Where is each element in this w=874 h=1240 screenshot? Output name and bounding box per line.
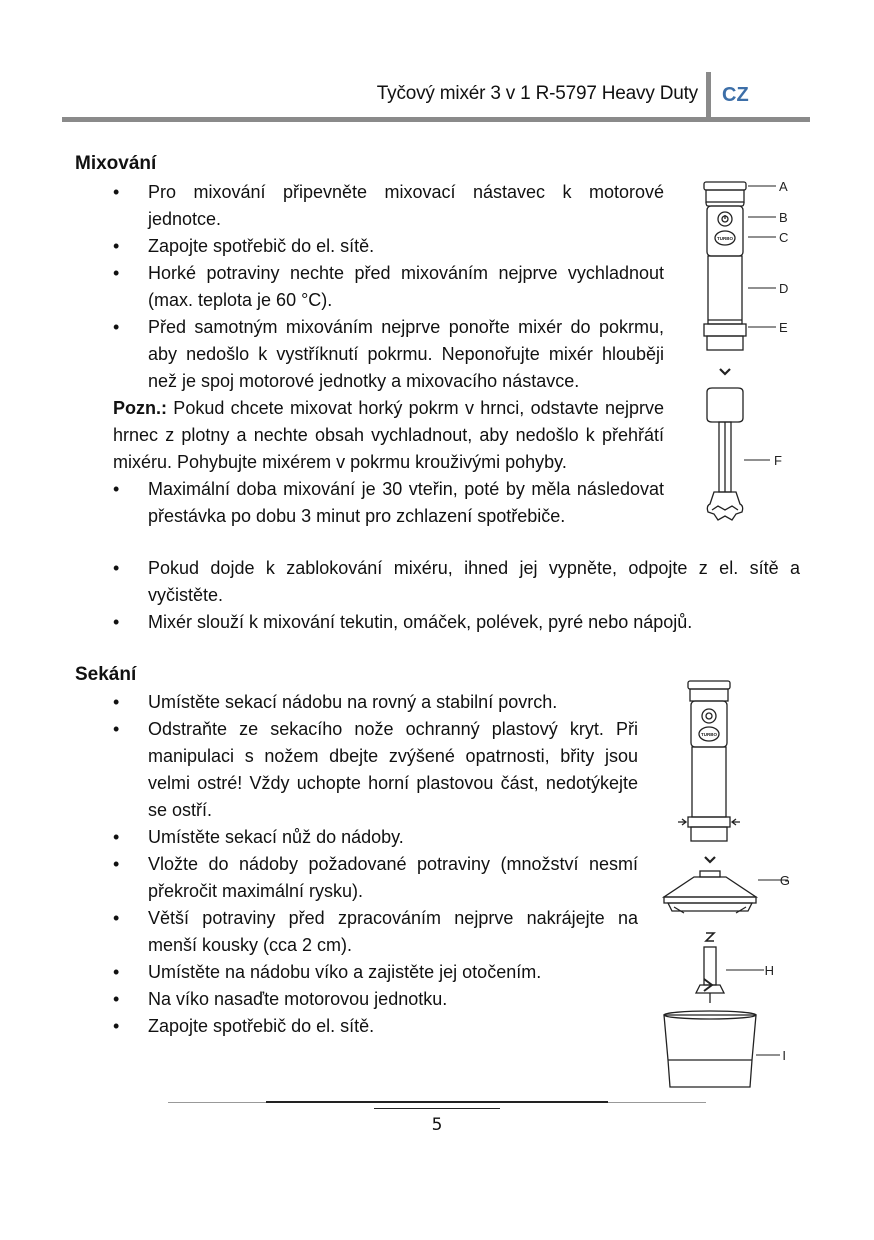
label-e: E [779,320,788,335]
blender-figure [690,170,810,545]
blender-diagram [690,170,810,540]
note-paragraph [113,395,664,476]
turbo-label: TURBO [717,236,733,241]
label-b: B [779,210,788,225]
list-item: • Na víko nasaďte motorovou jednotku. [113,986,638,1013]
header-rule [62,117,810,122]
label-i: I [782,1048,786,1063]
chopper-diagram [660,675,800,1100]
language-badge: CZ [722,84,749,106]
list-item: • Vložte do nádoby požadované potraviny (množství nesmí překročit maximální rysku). [113,851,638,905]
list-item: • Maximální doba mixování je 30 vteřin, poté by měla následovat přestávka po dobu 3 minut pro zchlazení spotřebiče. [113,476,664,530]
list-item: • Zapojte spotřebič do el. sítě. [113,1013,638,1040]
label-a: A [779,179,788,194]
list-item: • Pro mixování připevněte mixovací nástavec k motorové jednotce. [113,179,664,233]
footer-rule-short [374,1108,500,1109]
label-c: C [779,230,789,245]
document-title: Tyčový mixér 3 v 1 R-5797 Heavy Duty [376,83,698,104]
label-d: D [779,281,789,296]
chopper-figure [660,675,800,1105]
list-item: • Umístěte na nádobu víko a zajistěte jej otočením. [113,959,638,986]
label-h: H [764,963,774,978]
note-label: Pozn.: [113,398,167,418]
section-title-chopping: Sekání [75,664,137,685]
list-item: • Umístěte sekací nádobu na rovný a stabilní povrch. [113,689,638,716]
mixing-instructions [113,179,664,530]
turbo-label-2: TURBO [701,732,717,737]
list-item: • Před samotným mixováním nejprve ponořte mixér do pokrmu, aby nedošlo k vystříknutí pokrmu. Neponořujte mixér hlouběji než je spoj motorové jednotky a mixovacího nástavce. [113,314,664,395]
list-item: • Mixér slouží k mixování tekutin, omáček, polévek, pyré nebo nápojů. [113,609,800,636]
list-item: • Pokud dojde k zablokování mixéru, ihned jej vypněte, odpojte z el. sítě a vyčistěte. [113,555,800,609]
section-title-mixing: Mixování [75,153,157,174]
label-g: G [779,873,790,888]
mixing-instructions-wide [113,555,800,636]
list-item: • Horké potraviny nechte před mixováním nejprve vychladnout (max. teplota je 60 °C). [113,260,664,314]
mixing-bullet-list-2 [113,476,664,530]
list-item: • Odstraňte ze sekacího nože ochranný plastový kryt. Při manipulaci s nožem dbejte zvýšené opatrnosti, břity jsou velmi ostré! Vždy uchopte horní plastovou část, nedotýkejte se ostří. [113,716,638,824]
label-f: F [774,453,782,468]
note-text: Pokud chcete mixovat horký pokrm v hrnci, odstavte nejprve hrnec z plotny a nechte obsah vychladnout, aby nedošlo k přehřátí mixéru. Pohybujte mixérem v pokrmu krouživými pohyby. [113,398,664,472]
chopping-bullet-list [113,689,638,1040]
mixing-bullet-list-3 [113,555,800,636]
list-item: • Zapojte spotřebič do el. sítě. [113,233,664,260]
mixing-bullet-list [113,179,664,395]
page-number: 5 [431,1115,443,1135]
list-item: • Umístěte sekací nůž do nádoby. [113,824,638,851]
list-item: • Větší potraviny před zpracováním nejprve nakrájejte na menší kousky (cca 2 cm). [113,905,638,959]
chopping-instructions [113,689,638,1040]
footer-rule-thick [266,1101,608,1103]
header-separator [706,72,711,120]
